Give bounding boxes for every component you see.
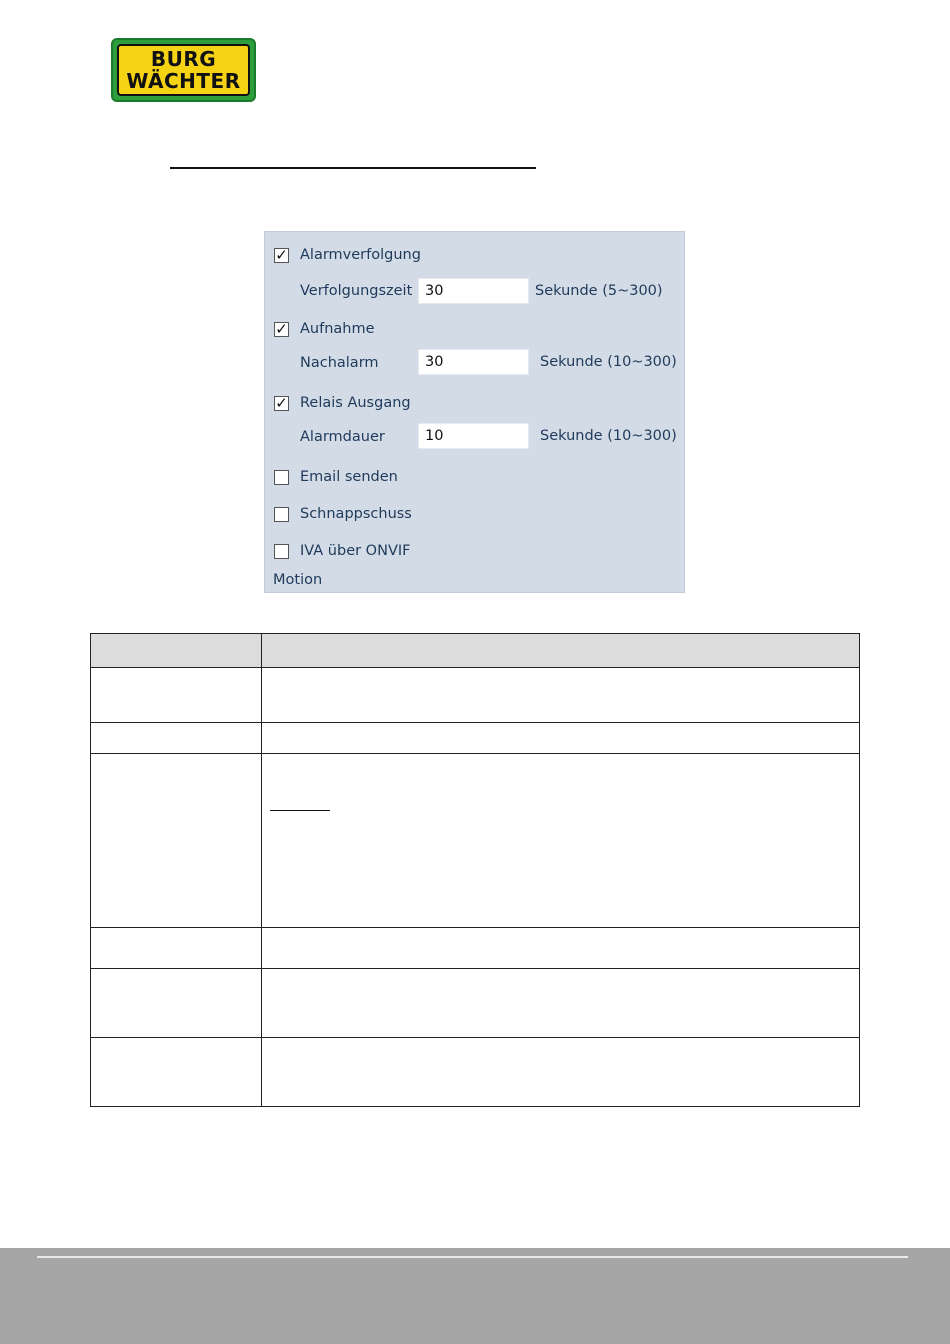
alarm-duration-unit: Sekunde (10~300): [540, 428, 677, 444]
recording-label: Aufnahme: [300, 321, 375, 337]
table-cell: [91, 969, 262, 1038]
brand-logo-badge: [117, 44, 250, 96]
table-cell: [262, 1038, 860, 1107]
footer-divider: [37, 1256, 908, 1258]
table-header-row: [91, 634, 860, 668]
alarm-duration-input[interactable]: 10: [418, 423, 529, 449]
brand-logo-line1: BURG: [150, 47, 217, 71]
motion-label: Motion: [273, 572, 323, 588]
send-email-checkbox[interactable]: [274, 470, 289, 485]
post-alarm-row: [265, 349, 684, 375]
table-header-cell: [91, 634, 262, 668]
table-cell: [91, 723, 262, 754]
table-row: [91, 668, 860, 723]
brand-logo-line2: WÄCHTER: [126, 69, 241, 93]
recording-checkbox[interactable]: ✓: [275, 319, 288, 338]
note-underline: [270, 810, 330, 811]
table-header-cell: [262, 634, 860, 668]
parameter-table: [90, 633, 860, 1107]
table-cell: [91, 1038, 262, 1107]
post-alarm-input[interactable]: 30: [418, 349, 529, 375]
relay-output-checkbox[interactable]: ✓: [275, 393, 288, 412]
recording-row: [265, 316, 684, 342]
alarm-duration-row: [265, 423, 684, 449]
section-heading-underline: [170, 167, 536, 169]
page-footer: [0, 1248, 950, 1344]
snapshot-checkbox[interactable]: [274, 507, 289, 522]
send-email-label: Email senden: [300, 469, 398, 485]
table-cell: [91, 754, 262, 928]
table-cell: [262, 723, 860, 754]
relay-output-row: [265, 390, 684, 416]
post-alarm-label: Nachalarm: [300, 355, 379, 371]
brand-logo: [111, 38, 256, 102]
table-cell: [262, 969, 860, 1038]
alarm-settings-panel: [264, 231, 685, 593]
alarm-tracking-checkbox[interactable]: ✓: [275, 245, 288, 264]
tracking-time-unit: Sekunde (5~300): [535, 283, 663, 299]
table-row: [91, 969, 860, 1038]
snapshot-row: [265, 501, 684, 527]
table-row: [91, 1038, 860, 1107]
iva-onvif-checkbox[interactable]: [274, 544, 289, 559]
send-email-row: [265, 464, 684, 490]
relay-output-label: Relais Ausgang: [300, 395, 411, 411]
tracking-time-input[interactable]: 30: [418, 278, 529, 304]
snapshot-label: Schnappschuss: [300, 506, 412, 522]
alarm-tracking-label: Alarmverfolgung: [300, 247, 421, 263]
table-cell: [91, 668, 262, 723]
alarm-duration-label: Alarmdauer: [300, 429, 385, 445]
iva-onvif-row: [265, 538, 684, 564]
alarm-tracking-row: [265, 242, 684, 268]
table-row: [91, 723, 860, 754]
table-row: [91, 928, 860, 969]
iva-onvif-label: IVA über ONVIF: [300, 543, 411, 559]
table-cell: [91, 928, 262, 969]
table-row: [91, 754, 860, 928]
tracking-time-row: [265, 278, 684, 304]
table-cell: [262, 754, 860, 928]
tracking-time-label: Verfolgungszeit: [300, 283, 413, 299]
table-cell: [262, 928, 860, 969]
table-cell: [262, 668, 860, 723]
post-alarm-unit: Sekunde (10~300): [540, 354, 677, 370]
